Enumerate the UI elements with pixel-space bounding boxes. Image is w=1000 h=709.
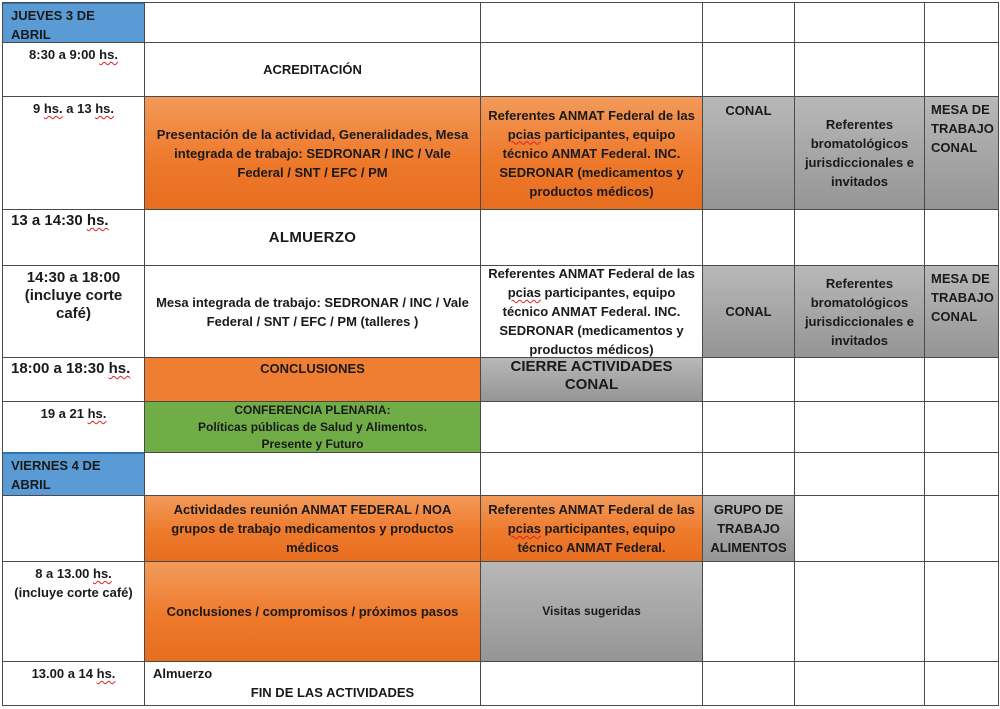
mesa-conal-cell: MESA DE TRABAJO CONAL — [924, 96, 999, 209]
empty-cell — [702, 401, 794, 452]
activity-almuerzo: ALMUERZO — [144, 209, 480, 265]
empty-cell — [702, 357, 794, 401]
grupo-alimentos-cell: GRUPO DE TRABAJO ALIMENTOS — [702, 495, 794, 561]
time-cell: 13 a 14:30 hs. — [2, 209, 144, 265]
empty-cell — [702, 561, 794, 661]
empty-cell — [924, 357, 999, 401]
activity-acreditacion: ACREDITACIÓN — [144, 42, 480, 96]
empty-cell — [2, 495, 144, 561]
almuerzo-label: Almuerzo — [153, 666, 213, 681]
empty-cell — [794, 209, 924, 265]
participants-cell: Referentes ANMAT Federal de las pcias participantes, equipo técnico ANMAT Federal. INC. SEDRONAR (medicamentos y productos médicos) — [480, 96, 702, 209]
empty-cell — [924, 2, 999, 42]
empty-cell — [924, 401, 999, 452]
empty-cell — [794, 452, 924, 495]
empty-cell — [480, 661, 702, 706]
activity-conclusiones-compromisos: Conclusiones / compromisos / próximos pasos — [144, 561, 480, 661]
empty-cell — [480, 452, 702, 495]
almuerzo-fin-cell — [144, 661, 480, 706]
empty-cell — [480, 2, 702, 42]
empty-cell — [144, 2, 480, 42]
empty-cell — [794, 357, 924, 401]
activity-presentacion: Presentación de la actividad, Generalidades, Mesa integrada de trabajo: SEDRONAR / INC / Vale Federal / SNT / EFC / PM — [144, 96, 480, 209]
time-cell: 8 a 13.00 hs. (incluye corte café) — [2, 561, 144, 661]
empty-cell — [794, 661, 924, 706]
participants-cell: Referentes ANMAT Federal de las pcias participantes, equipo técnico ANMAT Federal. INC. SEDRONAR (medicamentos y productos médicos) — [480, 265, 702, 357]
activity-conclusiones: CONCLUSIONES — [144, 357, 480, 401]
visitas-sugeridas-cell: Visitas sugeridas — [480, 561, 702, 661]
conferencia-line: Presente y Futuro — [261, 437, 364, 451]
conferencia-plenaria-cell — [144, 401, 480, 452]
empty-cell — [794, 2, 924, 42]
empty-cell — [794, 42, 924, 96]
day-label: JUEVES 3 DE ABRIL — [11, 8, 95, 42]
empty-cell — [924, 452, 999, 495]
time-cell: 18:00 a 18:30 hs. — [2, 357, 144, 401]
empty-cell — [480, 42, 702, 96]
empty-cell — [794, 495, 924, 561]
day-label: VIERNES 4 DE ABRIL — [11, 458, 101, 492]
time-cell: 14:30 a 18:00 (incluye corte café) — [2, 265, 144, 357]
mesa-conal-cell: MESA DE TRABAJO CONAL — [924, 265, 999, 357]
empty-cell — [480, 209, 702, 265]
empty-cell — [144, 452, 480, 495]
conal-cell: CONAL — [702, 96, 794, 209]
conferencia-title: CONFERENCIA PLENARIA: — [234, 403, 391, 417]
time-cell: 9 hs. a 13 hs. — [2, 96, 144, 209]
activity-mesa-integrada: Mesa integrada de trabajo: SEDRONAR / INC / Vale Federal / SNT / EFC / PM (talleres ) — [144, 265, 480, 357]
time-cell: 13.00 a 14 hs. — [2, 661, 144, 706]
empty-cell — [924, 209, 999, 265]
participants-cell: Referentes ANMAT Federal de las pcias participantes, equipo técnico ANMAT Federal. — [480, 495, 702, 561]
cierre-conal-cell: CIERRE ACTIVIDADES CONAL — [480, 357, 702, 401]
empty-cell — [924, 42, 999, 96]
fin-actividades-label: FIN DE LAS ACTIVIDADES — [250, 685, 415, 700]
referentes-cell: Referentes bromatológicos jurisdiccionales e invitados — [794, 96, 924, 209]
activity-reunion-anmat: Actividades reunión ANMAT FEDERAL / NOA grupos de trabajo medicamentos y productos médicos — [144, 495, 480, 561]
empty-cell — [924, 561, 999, 661]
empty-cell — [480, 401, 702, 452]
conal-cell: CONAL — [702, 265, 794, 357]
day-header-friday — [2, 452, 144, 495]
time-cell: 8:30 a 9:00 hs. — [2, 42, 144, 96]
conferencia-line: Políticas públicas de Salud y Alimentos. — [198, 420, 427, 434]
referentes-cell: Referentes bromatológicos jurisdiccionales e invitados — [794, 265, 924, 357]
empty-cell — [794, 401, 924, 452]
empty-cell — [702, 452, 794, 495]
empty-cell — [702, 42, 794, 96]
time-cell: 19 a 21 hs. — [2, 401, 144, 452]
empty-cell — [924, 495, 999, 561]
empty-cell — [702, 661, 794, 706]
empty-cell — [702, 209, 794, 265]
empty-cell — [924, 661, 999, 706]
empty-cell — [702, 2, 794, 42]
empty-cell — [794, 561, 924, 661]
day-header-thursday — [2, 2, 144, 42]
